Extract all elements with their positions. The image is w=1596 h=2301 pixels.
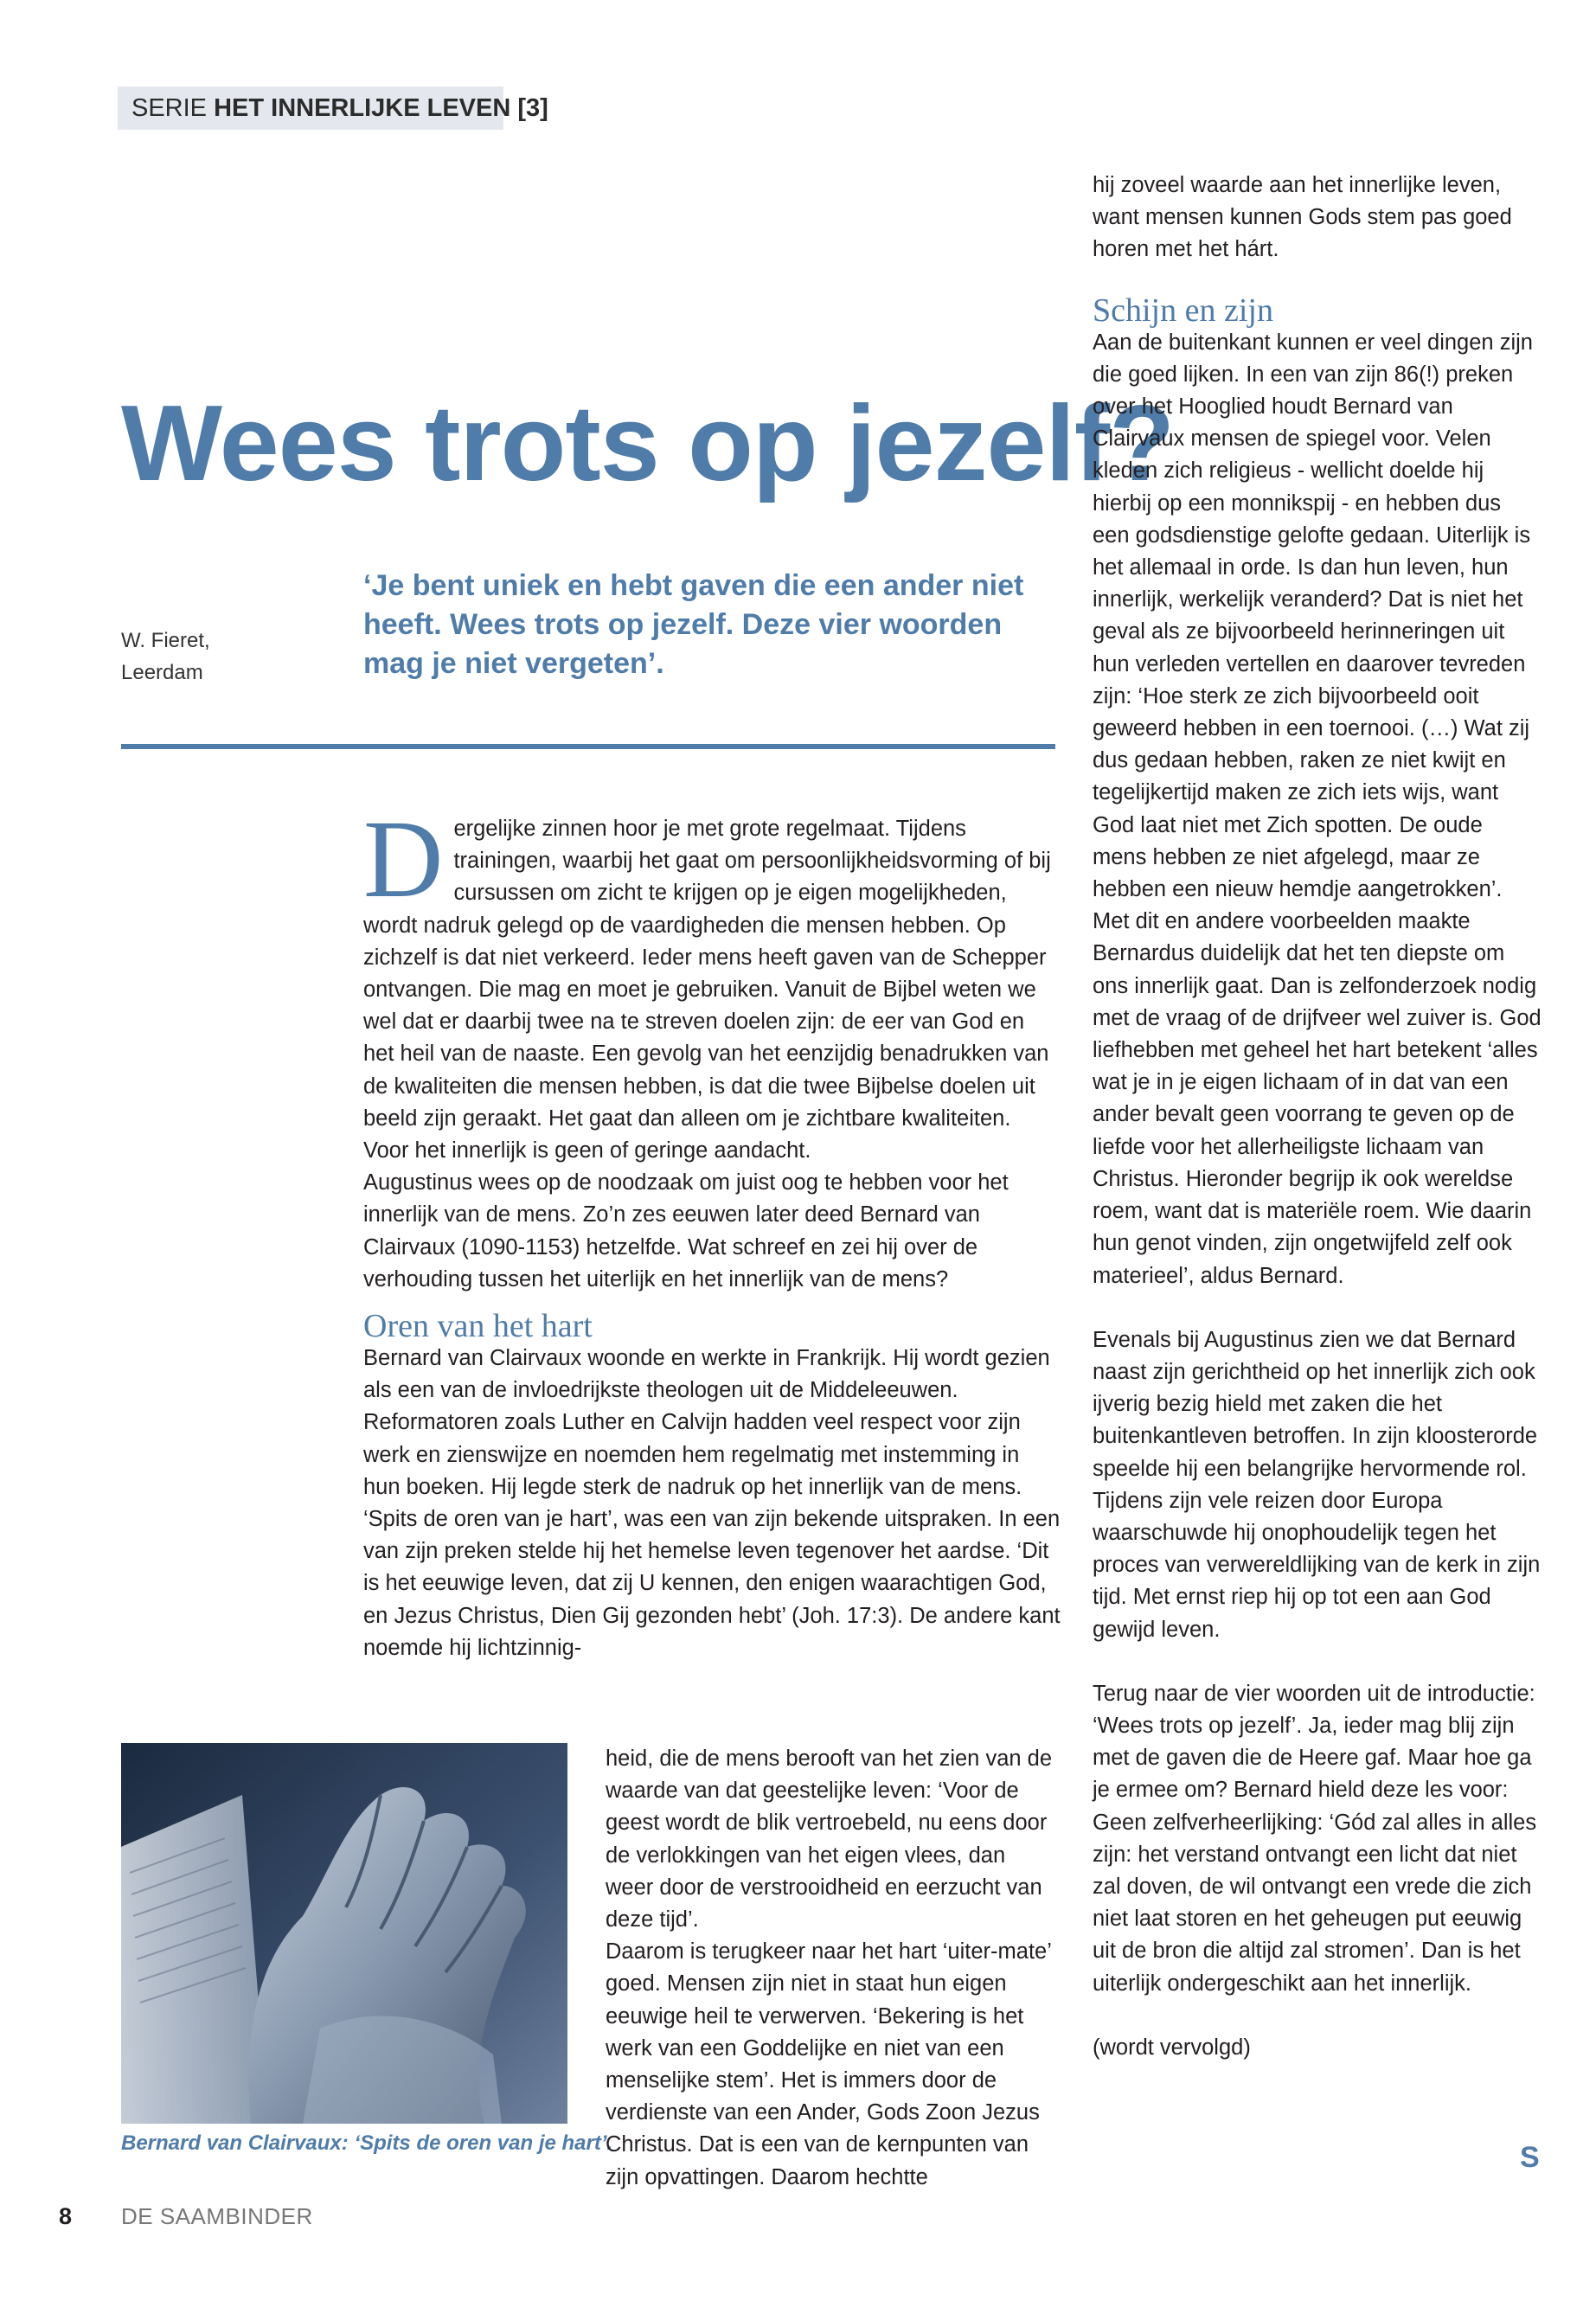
heading-oren-van-het-hart: Oren van het hart xyxy=(363,1308,593,1345)
photo-caption: Bernard van Clairvaux: ‘Spits de oren van je hart’. xyxy=(121,2131,613,2155)
body-column-right xyxy=(1093,170,1542,2064)
author-place: Leerdam xyxy=(121,661,203,684)
paragraph-2: Augustinus wees op de noodzaak om juist oog te hebben voor het innerlijk van de mens. Zo’n zes eeuwen later deed Bernard van Clairvaux (1090-1153) hetzelfde. Wat schreef en zei hij over de verhouding tussen het uiterlijk en het innerlijk van de mens? xyxy=(363,1170,1009,1292)
body-column-middle xyxy=(363,798,1061,1664)
body-column-lower xyxy=(606,1743,1055,2194)
article-title: Wees trots op jezelf? xyxy=(121,384,1174,503)
intro-divider xyxy=(121,744,1055,749)
paragraph-5: Aan de buitenkant kunnen er veel dingen zijn die goed lijken. In een van zijn 86(!) preken over het Hooglied houdt Bernard van Clairvaux mensen de spiegel voor. Velen kleden zich religieus - wellicht doelde hij hierbij op een monnikspij - en hebben dus een godsdienstige gelofte gedaan. Uiterlijk is het allemaal in orde. Is dan hun leven, hun innerlijk, werkelijk veranderd? Dat is niet het geval als ze bijvoorbeeld herinneringen uit hun verleden vertellen en daarover tevreden zijn: ‘Hoe sterk ze zich bijvoorbeeld ooit geweerd hebben in een toernooi. (…) Wat zij dus gedaan hebben, raken ze niet kwijt en tegelijkertijd maken ze zich iets wijs, want God laat niet met Zich spotten. De oude mens hebben ze niet afgelegd, maar ze hebben een nieuw hemdje aangetrokken’. Met dit en andere voorbeelden maakte Bernardus duidelijk dat het ten diepste om ons innerlijk gaat. Dan is zelfonderzoek nodig met de vraag of de drijfveer wel zuiver is. God liefhebben met geheel het hart betekent ‘alles wat je in je eigen lichaam of in dat van een ander bevalt geen voorrang te geven op de liefde voor het allerheiligste lichaam van Christus. Hieronder begrijp ik ook wereldse roem, want dat is materiële roem. Wie daarin hun genot vinden, zijn ongetwijfeld zelf ook materieel’, aldus Bernard. xyxy=(1093,330,1542,1288)
heading-schijn-en-zijn: Schijn en zijn xyxy=(1093,292,1273,329)
magazine-name: DE SAAMBINDER xyxy=(121,2203,313,2229)
paragraph-1 xyxy=(363,798,1061,1167)
paragraph-7: Terug naar de vier woorden uit de introductie: ‘Wees trots op jezelf’. Ja, ieder mag blij zijn met de gaven die de Heere gaf. Maar hoe ga je ermee om? Bernard hield deze les voor: Geen zelfverheerlijking: ‘Gód zal alles in alles zijn: het verstand ontvangt een licht dat niet zal doven, de wil ontvangt een vrede die zich niet laat storen en het geheugen put eeuwig uit de bron die altijd zal stromen’. Dan is het uiterlijk ondergeschikt aan het innerlijk. xyxy=(1093,1681,1537,1996)
paragraph-right-top: hij zoveel waarde aan het innerlijke leven, want mensen kunnen Gods stem pas goed horen met het hárt. xyxy=(1093,173,1512,262)
series-prefix: SERIE xyxy=(131,94,208,122)
author-byline xyxy=(121,625,210,689)
dropcap: D xyxy=(363,798,444,920)
paragraph-6: Evenals bij Augustinus zien we dat Bernard naast zijn gerichtheid op het innerlijk zich ook ijverig bezig hield met zaken die het buitenkantleven betroffen. In zijn kloosterorde speelde hij een belangrijke hervormende rol. Tijdens zijn vele reizen door Europa waarschuwde hij onophoudelijk tegen het proces van verwereldlijking van de kerk in zijn tijd. Met ernst riep hij op tot een aan God gewijd leven. xyxy=(1093,1327,1541,1642)
closing-note: (wordt vervolgd) xyxy=(1093,2035,1251,2060)
series-header xyxy=(118,87,548,130)
series-title: HET INNERLIJKE LEVEN [3] xyxy=(214,94,548,122)
author-name: W. Fieret, xyxy=(121,629,210,652)
paragraph-3: Bernard van Clairvaux woonde en werkte in Frankrijk. Hij wordt gezien als een van de invloedrijkste theologen uit de Middeleeuwen. Reformatoren zoals Luther en Calvijn hadden veel respect voor zijn werk en zienswijze en noemden hem regelmatig met instemming in hun boeken. Hij legde sterk de nadruk op het innerlijk van de mens. ‘Spits de oren van je hart’, was een van zijn bekende uitspraken. In een van zijn preken stelde hij het hemelse leven tegenover het aardse. ‘Dit is het eeuwige leven, dat zij U kennen, den enigen waarachtigen God, en Jezus Christus, Dien Gij gezonden hebt’ (Joh. 17:3). De andere kant noemde hij lichtzinnig- xyxy=(363,1346,1061,1660)
page-number: 8 xyxy=(59,2203,73,2229)
photo-praying-hands xyxy=(121,1743,567,2124)
paragraph-4: Daarom is terugkeer naar het hart ‘uiter-mate’ goed. Mensen zijn niet in staat hun eigen eeuwige heil te verwerven. ‘Bekering is het werk van een Goddelijke en niet van een menselijke stem’. Het is immers door de verdienste van een Ander, Gods Zoon Jezus Christus. Dat is een van de kernpunten van zijn opvattingen. Daarom hechtte xyxy=(606,1939,1051,2189)
praying-hands-image xyxy=(121,1743,567,2124)
article-intro: ‘Je bent uniek en hebt gaven die een ander niet heeft. Wees trots op jezelf. Deze vier woorden mag je niet vergeten’. xyxy=(363,569,1024,680)
paragraph-3b: heid, die de mens berooft van het zien van de waarde van dat geestelijke leven: ‘Voor de geest wordt de blik vertroebeld, nu eens door de verlokkingen van het eigen vlees, dan weer door de verstrooidheid en eerzucht van deze tijd’. xyxy=(606,1747,1053,1932)
paragraph-1-text: ergelijke zinnen hoor je met grote regelmaat. Tijdens trainingen, waarbij het gaat om persoonlijkheidsvorming of bij cursussen om zicht te krijgen op je eigen mogelijkheden, wordt nadruk gelegd op de vaardigheden die mensen hebben. Op zichzelf is dat niet verkeerd. Ieder mens heeft gaven van de Schepper ontvangen. Die mag en moet je gebruiken. Vanuit de Bijbel weten we wel dat er daarbij twee na te streven doelen zijn: de eer van God en het heil van de naaste. Een gevolg van het eenzijdig benadrukken van de kwaliteiten die mensen hebben, is dat die twee Bijbelse doelen uit beeld zijn geraakt. Het gaat dan alleen om je zichtbare kwaliteiten. Voor het innerlijk is geen of geringe aandacht. xyxy=(363,817,1051,1163)
end-mark-icon: S xyxy=(1520,2141,1540,2174)
